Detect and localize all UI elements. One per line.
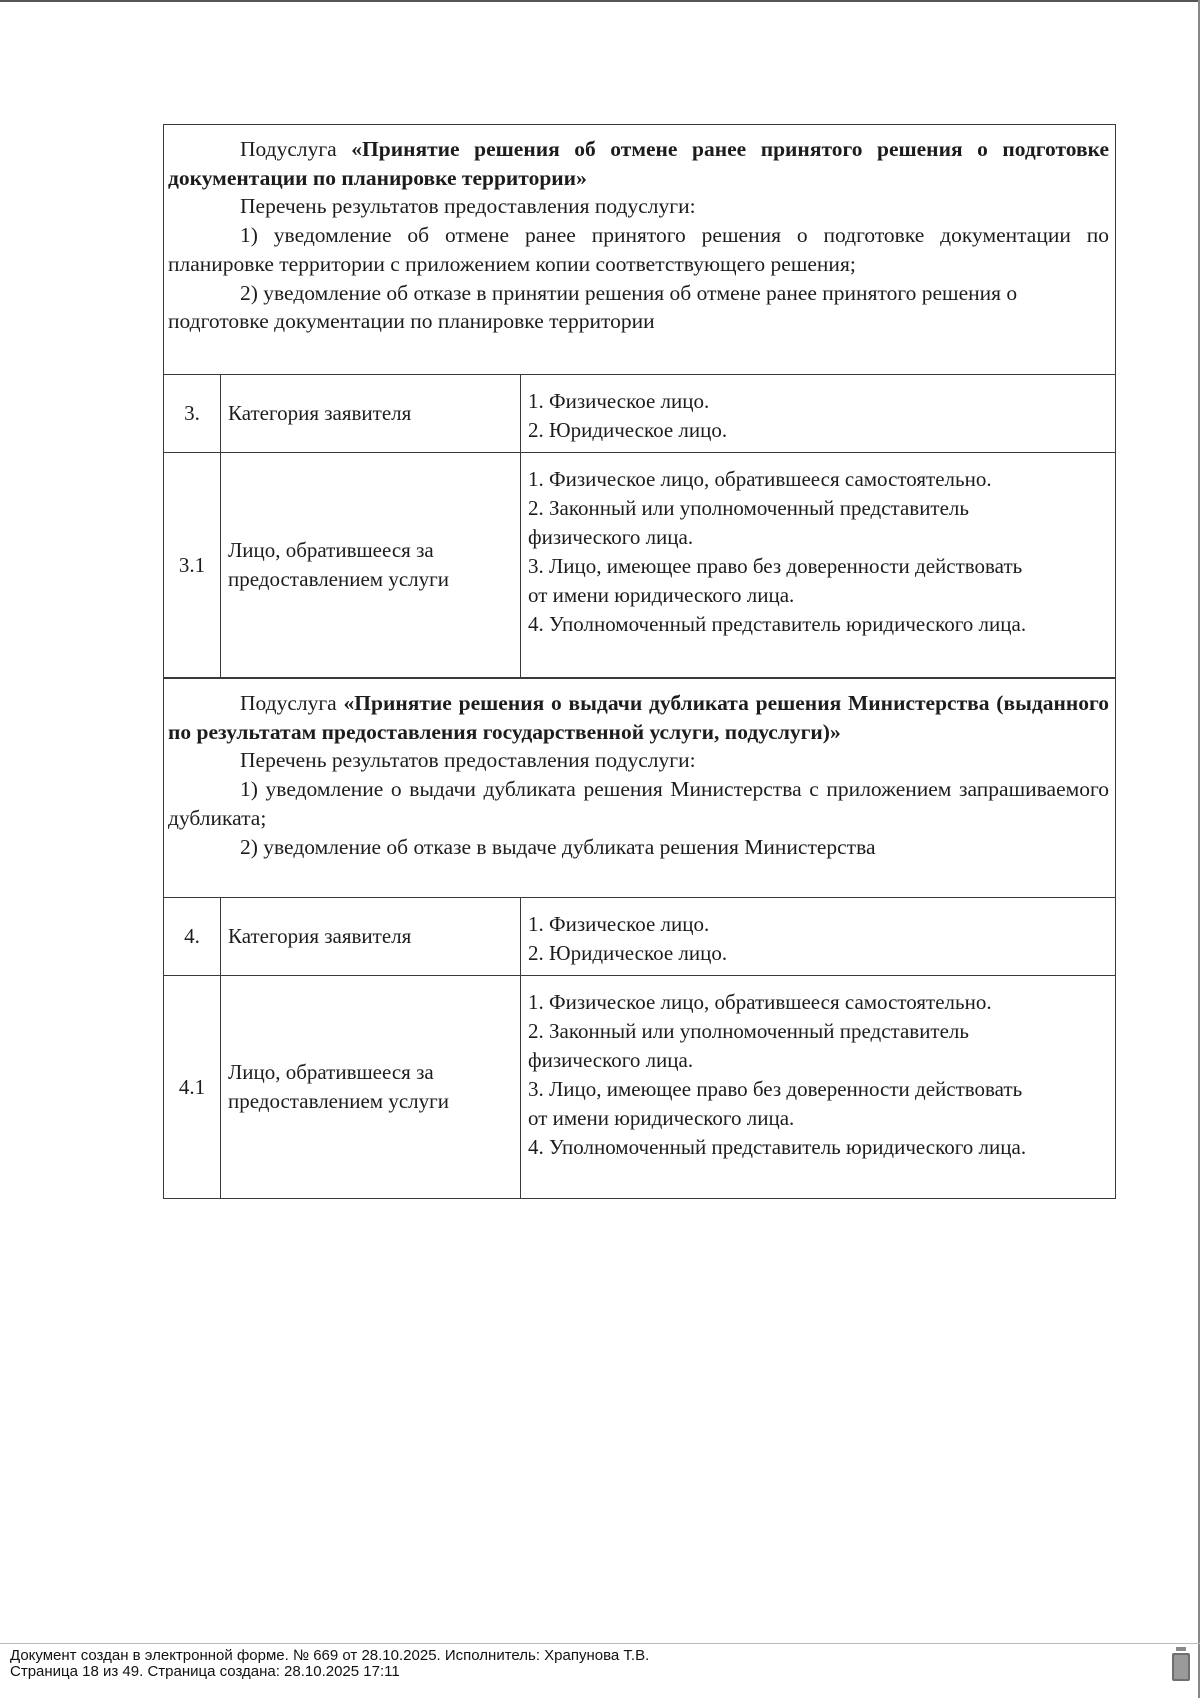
- row-value-line: 2. Юридическое лицо.: [528, 418, 728, 442]
- row-number: 3.1: [164, 453, 221, 677]
- row-values: [521, 453, 1115, 677]
- row-values: [521, 976, 1115, 1198]
- document-footer: [10, 1648, 649, 1680]
- row-value-line: 2. Законный или уполномоченный представитель: [528, 496, 969, 520]
- table-row: [164, 976, 1115, 1198]
- subservice-1-title: [168, 135, 1109, 192]
- row-value-line: от имени юридического лица.: [528, 583, 795, 607]
- row-value-line: 2. Законный или уполномоченный представитель: [528, 1019, 969, 1043]
- subservice-2-title: [168, 689, 1109, 746]
- subservice-block-2: [164, 678, 1115, 898]
- table-row: [164, 898, 1115, 976]
- row-value-line: 1. Физическое лицо.: [528, 389, 710, 413]
- footer-line-1: Документ создан в электронной форме. № 669 от 28.10.2025. Исполнитель: Храпунова Т.В.: [10, 1647, 650, 1664]
- row-name: Категория заявителя: [221, 898, 521, 975]
- subservice-2-list-heading: Перечень результатов предоставления подуслуги:: [240, 748, 696, 773]
- row-value-line: 4. Уполномоченный представитель юридического лица.: [528, 612, 1027, 636]
- row-name: Лицо, обратившееся за предоставлением услуги: [221, 453, 521, 677]
- row-value-line: 4. Уполномоченный представитель юридического лица.: [528, 1135, 1027, 1159]
- table-row: [164, 375, 1115, 453]
- row-value-line: 2. Юридическое лицо.: [528, 941, 728, 965]
- services-table: [163, 124, 1116, 1199]
- subservice-2-item-1: 1) уведомление о выдачи дубликата решения Министерства с приложением запрашиваемого дубликата;: [168, 777, 1109, 830]
- row-name: Категория заявителя: [221, 375, 521, 452]
- subservice-2-title-prefix: Подуслуга: [240, 691, 344, 715]
- row-number: 3.: [164, 375, 221, 452]
- subservice-block-1: [164, 125, 1115, 375]
- row-value-line: 3. Лицо, имеющее право без доверенности действовать: [528, 554, 1023, 578]
- row-values: [521, 375, 1115, 452]
- document-stamp-icon: [1171, 1646, 1191, 1682]
- subservice-1-title-prefix: Подуслуга: [240, 137, 352, 161]
- page-edge: [0, 0, 1200, 2]
- footer-line-2: Страница 18 из 49. Страница создана: 28.10.2025 17:11: [10, 1663, 400, 1680]
- subservice-2-title-bold: «Принятие решения о выдачи дубликата решения Министерства (выданного по результатам предоставления государственной услуги, подуслуги)»: [168, 691, 1109, 744]
- row-value-line: физического лица.: [528, 525, 694, 549]
- subservice-1-title-bold: «Принятие решения об отмене ранее принятого решения о подготовке документации по планировке территории»: [168, 137, 1109, 190]
- subservice-1-item-1: 1) уведомление об отмене ранее принятого решения о подготовке документации по планировке территории с приложением копии соответствующего решения;: [168, 223, 1109, 276]
- footer-divider: [0, 1643, 1200, 1644]
- row-number: 4.: [164, 898, 221, 975]
- subservice-1-list-heading: Перечень результатов предоставления подуслуги:: [240, 194, 696, 219]
- row-value-line: 3. Лицо, имеющее право без доверенности действовать: [528, 1077, 1023, 1101]
- table-row: [164, 453, 1115, 678]
- row-values: [521, 898, 1115, 975]
- row-number: 4.1: [164, 976, 221, 1198]
- row-value-line: от имени юридического лица.: [528, 1106, 795, 1130]
- row-value-line: 1. Физическое лицо, обратившееся самостоятельно.: [528, 467, 992, 491]
- row-value-line: 1. Физическое лицо, обратившееся самостоятельно.: [528, 990, 992, 1014]
- row-value-line: физического лица.: [528, 1048, 694, 1072]
- subservice-1-item-2: 2) уведомление об отказе в принятии решения об отмене ранее принятого решения о подготовке документации по планировке территории: [168, 280, 1018, 334]
- row-value-line: 1. Физическое лицо.: [528, 912, 710, 936]
- row-name: Лицо, обратившееся за предоставлением услуги: [221, 976, 521, 1198]
- subservice-2-item-2: 2) уведомление об отказе в выдаче дубликата решения Министерства: [240, 834, 876, 859]
